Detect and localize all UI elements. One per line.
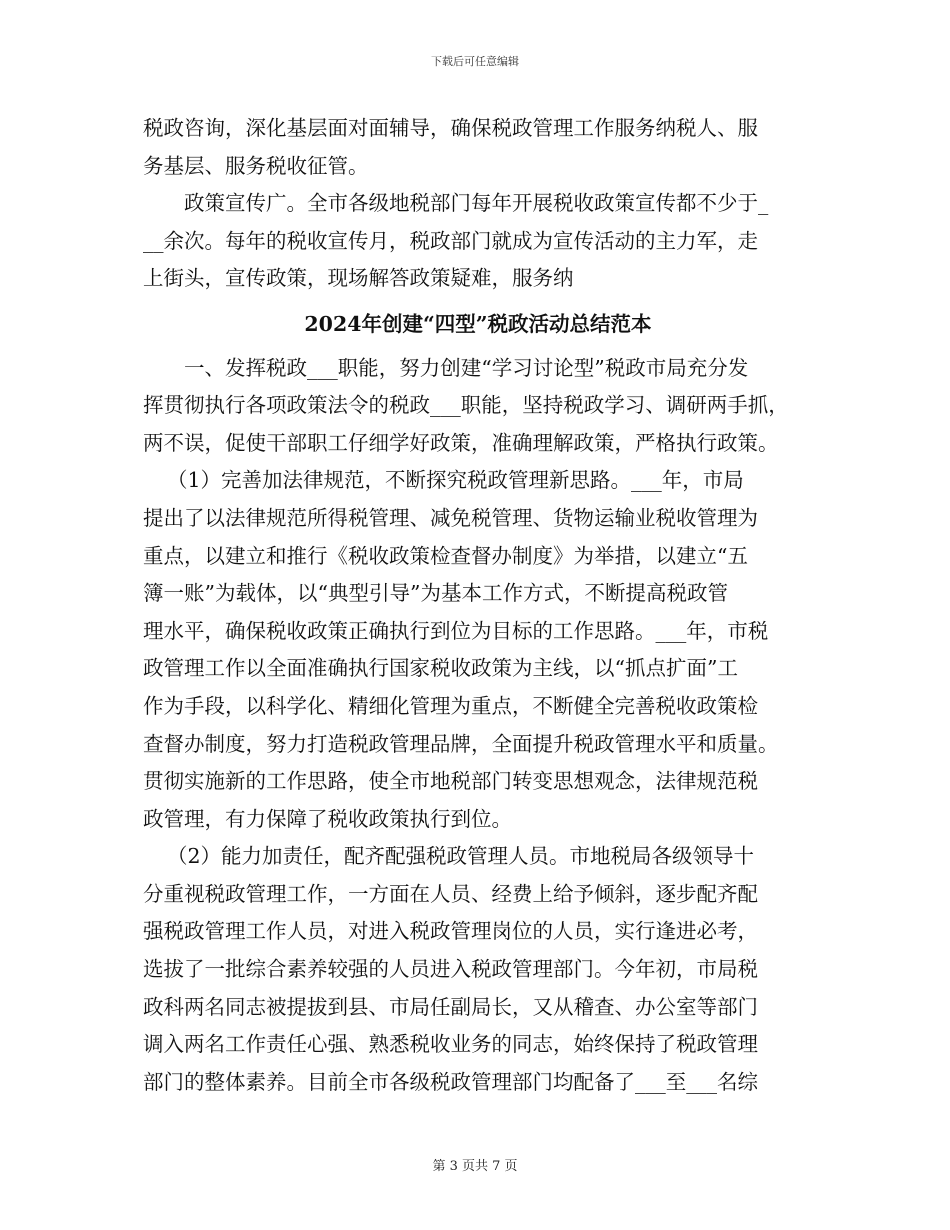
page-header: 下载后可任意编辑 — [431, 55, 519, 68]
text-line: 重点，以建立和推行《税收政策检查督办制度》为举措，以建立“五 — [143, 543, 748, 568]
text-line: 簿一账”为载体，以“典型引导”为基本工作方式，不断提高税政管 — [143, 581, 728, 606]
text-line: 作为手段，以科学化、精细化管理为重点，不断健全完善税收政策检 — [143, 693, 758, 718]
text-line: 务基层、服务税收征管。 — [143, 153, 369, 178]
text-line: 政管理，有力保障了税收政策执行到位。 — [143, 806, 512, 831]
text-line: 两不误，促使干部职工仔细学好政策，准确理解政策，严格执行政策。 — [143, 430, 779, 455]
text-line: 税政咨询，深化基层面对面辅导，确保税政管理工作服务纳税人、服 — [143, 116, 758, 140]
text-line: 选拔了一批综合素养较强的人员进入税政管理部门。今年初，市局税 — [143, 957, 758, 982]
paragraph-3 — [143, 350, 813, 463]
text-line: （1）完善加法律规范，不断探究税政管理新思路。___年，市局 — [167, 468, 744, 493]
text-line: 上街头，宣传政策，现场解答政策疑难，服务纳 — [143, 266, 574, 291]
text-line: 强税政管理工作人员，对进入税政管理岗位的人员，实行逢进必考， — [143, 919, 758, 944]
text-line: 调入两名工作责任心强、熟悉税收业务的同志，始终保持了税政管理 — [143, 1032, 758, 1057]
page-footer: 第 3 页共 7 页 — [432, 1159, 518, 1174]
text-line: 政管理工作以全面准确执行国家税收政策为主线，以“抓点扩面”工 — [143, 656, 738, 681]
text-line: 一、发挥税政___职能，努力创建“学习讨论型”税政市局充分发 — [184, 355, 749, 380]
document-title: 2024年创建“四型”税政活动总结范本 — [304, 311, 652, 336]
text-line: __余次。每年的税收宣传月，税政部门就成为宣传活动的主力军，走 — [143, 228, 758, 253]
paragraph-5 — [143, 838, 813, 1101]
document-body — [143, 110, 813, 1101]
text-line: 理水平，确保税收政策正确执行到位为目标的工作思路。___年，市税 — [143, 618, 769, 643]
text-line: （2）能力加责任，配齐配强税政管理人员。市地税局各级领导十 — [167, 844, 755, 869]
text-line: 政策宣传广。全市各级地税部门每年开展税收政策宣传都不少于_ — [184, 191, 769, 216]
text-line: 部门的整体素养。目前全市各级税政管理部门均配备了___至___名综 — [143, 1069, 758, 1094]
text-line: 分重视税政管理工作，一方面在人员、经费上给予倾斜，逐步配齐配 — [143, 881, 758, 906]
paragraph-4 — [143, 462, 813, 838]
text-line: 提出了以法律规范所得税管理、减免税管理、货物运输业税收管理为 — [143, 505, 758, 530]
paragraph-1 — [143, 110, 813, 185]
paragraph-2 — [143, 185, 813, 298]
text-line: 查督办制度，努力打造税政管理品牌，全面提升税政管理水平和质量。 — [143, 731, 779, 756]
text-line: 贯彻实施新的工作思路，使全市地税部门转变思想观念，法律规范税 — [143, 769, 758, 794]
text-line: 挥贯彻执行各项政策法令的税政___职能，坚持税政学习、调研两手抓， — [143, 393, 789, 418]
text-line: 政科两名同志被提拔到县、市局任副局长，又从稽查、办公室等部门 — [143, 994, 758, 1019]
